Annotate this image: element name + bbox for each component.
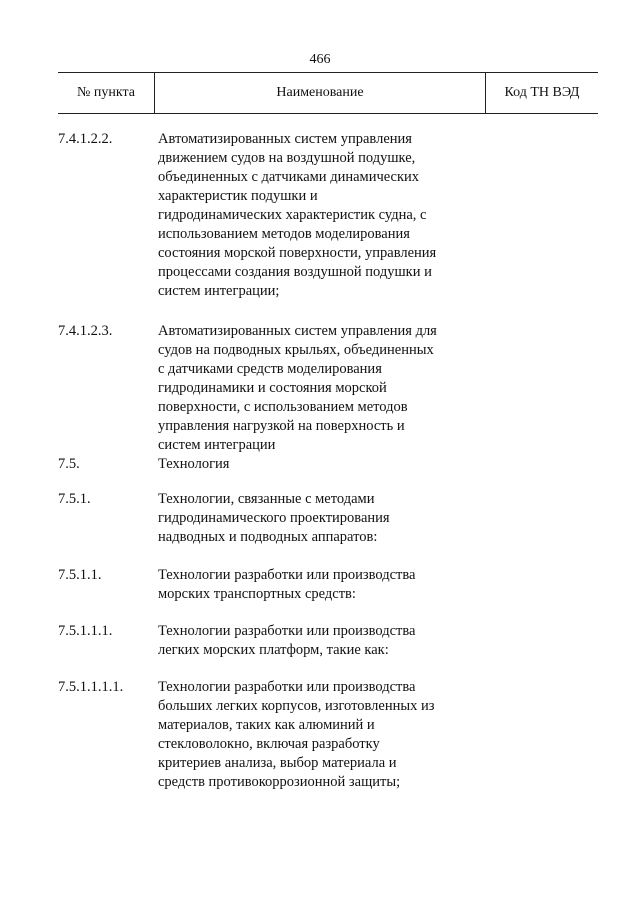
entry-text: Автоматизированных систем управления для судов на подводных крыльях, объединенных с датчиками средств моделирования гидродинамики и состояния морской поверхности, с использованием методов управления нагрузкой на поверхность и систем интеграции <box>158 323 437 453</box>
entry-number: 7.5.1. <box>58 491 91 507</box>
entries-list <box>58 130 528 792</box>
entry-text: Технология <box>158 456 230 472</box>
page-number: 466 <box>309 52 331 67</box>
entry-number: 7.5.1.1.1. <box>58 623 113 639</box>
header-number-column: № пункта <box>77 85 135 100</box>
table-row <box>58 130 528 301</box>
header-name-column: Наименование <box>154 73 486 113</box>
table-row <box>58 622 528 660</box>
table-row <box>58 490 528 547</box>
entry-number: 7.4.1.2.2. <box>58 131 113 147</box>
table-row <box>58 566 528 604</box>
table-row <box>58 678 528 792</box>
entry-text: Автоматизированных систем управления движением судов на воздушной подушке, объединенных с датчиками динамических характеристик подушки и гидродинамических характеристик судна, с использованием методов моделирования состояния морской поверхности, управления процессами создания воздушной подушки и систем интеграции; <box>158 131 437 299</box>
table-row <box>58 455 528 474</box>
table-header <box>58 72 598 114</box>
entry-text: Технологии разработки или производства легких морских платформ, такие как: <box>158 623 416 658</box>
entry-number: 7.5.1.1. <box>58 567 102 583</box>
entry-number: 7.5.1.1.1.1. <box>58 679 124 695</box>
entry-text: Технологии разработки или производства больших легких корпусов, изготовленных из материалов, таких как алюминий и стекловолокно, включая разработку критериев анализа, выбор материала и средств противокоррозионной защиты; <box>158 679 435 790</box>
entry-text: Технологии, связанные с методами гидродинамического проектирования надводных и подводных аппаратов: <box>158 491 390 545</box>
entry-number: 7.5. <box>58 456 80 472</box>
entry-number: 7.4.1.2.3. <box>58 323 113 339</box>
table-row <box>58 322 528 455</box>
entry-text: Технологии разработки или производства морских транспортных средств: <box>158 567 416 602</box>
header-code-column: Код ТН ВЭД <box>504 85 580 100</box>
